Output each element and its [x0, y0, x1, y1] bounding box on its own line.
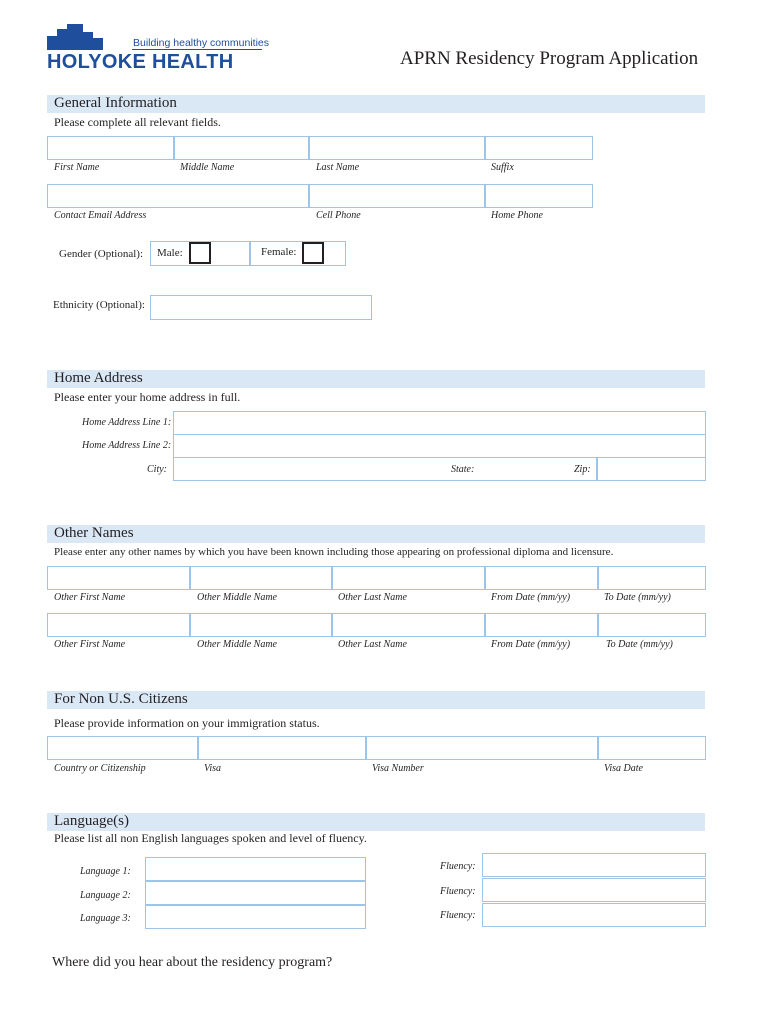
last-name-input[interactable] [309, 136, 485, 160]
address-line2-input[interactable] [173, 434, 706, 458]
other-first-name-label-1: Other First Name [54, 592, 126, 603]
address-section-title: Home Address [54, 370, 143, 386]
other-first-name-label-2: Other First Name [54, 639, 126, 650]
other-middle-name-label-1: Other Middle Name [197, 592, 277, 603]
zip-label: Zip: [574, 464, 591, 475]
other-names-section-title: Other Names [54, 525, 134, 541]
city-input[interactable] [173, 457, 597, 481]
cell-phone-input[interactable] [309, 184, 485, 208]
fluency-1-input[interactable] [482, 853, 706, 877]
state-label: State: [451, 464, 475, 475]
other-to-date-label-2: To Date (mm/yy) [606, 639, 673, 650]
gender-female-checkbox[interactable] [302, 242, 324, 264]
languages-section-title: Language(s) [54, 813, 129, 829]
other-to-date-input-2[interactable] [598, 613, 706, 637]
languages-section-note: Please list all non English languages spoken and level of fluency. [54, 831, 367, 845]
address-line1-label: Home Address Line 1: [82, 417, 172, 428]
other-last-name-label-1: Other Last Name [338, 592, 407, 603]
general-section-title: General Information [54, 95, 177, 111]
middle-name-input[interactable] [174, 136, 309, 160]
fluency-2-label: Fluency: [440, 886, 476, 897]
address-line1-input[interactable] [173, 411, 706, 435]
home-phone-input[interactable] [485, 184, 593, 208]
home-phone-label: Home Phone [491, 210, 543, 221]
visa-date-input[interactable] [598, 736, 706, 760]
other-to-date-input-1[interactable] [598, 566, 706, 590]
general-section-note: Please complete all relevant fields. [54, 115, 221, 129]
ethnicity-label: Ethnicity (Optional): [53, 299, 145, 311]
other-last-name-input-2[interactable] [332, 613, 485, 637]
fluency-3-input[interactable] [482, 903, 706, 927]
ethnicity-input[interactable] [150, 295, 372, 320]
logo-name: HOLYOKE HEALTH [47, 51, 234, 73]
gender-male-checkbox[interactable] [189, 242, 211, 264]
city-label: City: [147, 464, 167, 475]
email-label: Contact Email Address [54, 210, 147, 221]
other-middle-name-input-2[interactable] [190, 613, 332, 637]
other-from-date-input-2[interactable] [485, 613, 598, 637]
language-2-label: Language 2: [80, 890, 131, 901]
other-to-date-label-1: To Date (mm/yy) [604, 592, 671, 603]
visa-date-label: Visa Date [604, 763, 643, 774]
other-from-date-input-1[interactable] [485, 566, 598, 590]
suffix-input[interactable] [485, 136, 593, 160]
other-first-name-input-1[interactable] [47, 566, 190, 590]
language-3-label: Language 3: [80, 913, 131, 924]
address-line2-label: Home Address Line 2: [82, 440, 172, 451]
zip-input[interactable] [597, 457, 706, 481]
other-first-name-input-2[interactable] [47, 613, 190, 637]
language-2-input[interactable] [145, 881, 366, 905]
other-middle-name-label-2: Other Middle Name [197, 639, 277, 650]
first-name-input[interactable] [47, 136, 174, 160]
visa-number-input[interactable] [366, 736, 598, 760]
non-us-section-note: Please provide information on your immigration status. [54, 716, 320, 730]
visa-number-label: Visa Number [372, 763, 424, 774]
address-section-note: Please enter your home address in full. [54, 390, 241, 404]
visa-input[interactable] [198, 736, 366, 760]
language-1-input[interactable] [145, 857, 366, 881]
other-last-name-label-2: Other Last Name [338, 639, 407, 650]
other-middle-name-input-1[interactable] [190, 566, 332, 590]
country-input[interactable] [47, 736, 198, 760]
page-title: APRN Residency Program Application [400, 48, 699, 69]
cell-phone-label: Cell Phone [316, 210, 361, 221]
email-input[interactable] [47, 184, 309, 208]
other-from-date-label-1: From Date (mm/yy) [491, 592, 571, 603]
first-name-label: First Name [54, 162, 100, 173]
suffix-label: Suffix [491, 162, 514, 173]
middle-name-label: Middle Name [180, 162, 235, 173]
country-label: Country or Citizenship [54, 763, 146, 774]
fluency-2-input[interactable] [482, 878, 706, 902]
fluency-1-label: Fluency: [440, 861, 476, 872]
logo-divider [132, 49, 262, 50]
gender-label: Gender (Optional): [59, 248, 143, 260]
language-3-input[interactable] [145, 905, 366, 929]
last-name-label: Last Name [316, 162, 360, 173]
holyoke-health-logo-icon [47, 24, 109, 50]
address-section-bar [47, 370, 705, 388]
visa-label: Visa [204, 763, 222, 774]
language-1-label: Language 1: [80, 866, 131, 877]
other-names-section-bar [47, 525, 705, 543]
other-last-name-input-1[interactable] [332, 566, 485, 590]
logo-tagline: Building healthy communities [133, 37, 269, 49]
other-from-date-label-2: From Date (mm/yy) [491, 639, 571, 650]
fluency-3-label: Fluency: [440, 910, 476, 921]
languages-section-bar [47, 813, 705, 831]
other-names-section-note: Please enter any other names by which you have been known including those appearing on professional diploma and licensure. [54, 546, 614, 558]
non-us-section-title: For Non U.S. Citizens [54, 691, 188, 707]
gender-female-label: Female: [261, 246, 297, 258]
referral-question: Where did you hear about the residency program? [52, 955, 333, 970]
gender-male-label: Male: [157, 247, 183, 259]
